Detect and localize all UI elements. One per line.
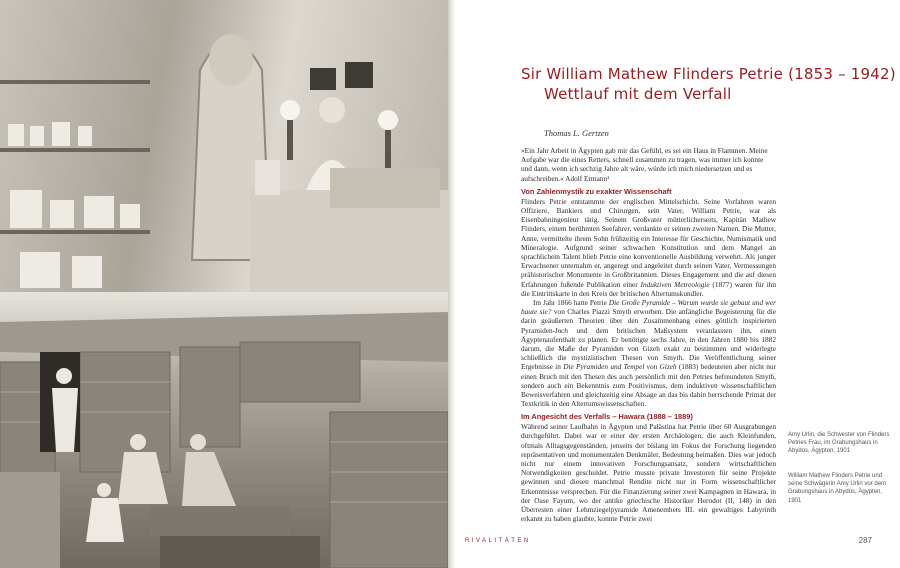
book-gutter: [448, 0, 456, 568]
photo-caption-bottom: William Mathew Flinders Petrie und seine Schwägerin Amy Urlin vor dem Grabungshaus in Abydos, Ägypten, 1901: [788, 473, 887, 504]
running-footer: RIVALITÄTEN: [465, 538, 531, 544]
book-title: Induktiven Metreologie: [640, 279, 710, 289]
book-title: Die Pyramiden und Tempel von Gizeh: [563, 362, 677, 372]
photo-interior-drawing: [0, 0, 448, 292]
paragraph-text: und dem britischen Maßsystem veranlassten ihn, einen Ägyptenaufenthalt zu planen. Er benötigte sechs Jahre, in den Jahren 1880 bis 1882 darum, die Maße der Pyramiden von Gizeh exakt zu bestimmen und widerlegte schließlich die mystizistischen Thesen von Smyth. Die Veröffentlichung seiner Ergebnisse in: [521, 325, 776, 372]
paragraph-text: von Charles Piazzi Smyth erworben. Die anfängliche Begeisterung für die darin geäußerten Theorien über den Zusammenhang eines göttlich inspirierten Pyramiden-: [521, 307, 776, 335]
book-title: Die Große Pyramide – Warum wurde sie gebaut und wer baute sie?: [521, 298, 776, 317]
article-body: [521, 187, 776, 524]
chapter-title-line1: Sir William Mathew Flinders Petrie (1853 – 1942): [521, 65, 896, 83]
author-name: Thomas L. Gertzen: [544, 128, 609, 138]
paragraph-text: Im Jahr 1866 hatte Petrie: [533, 298, 607, 308]
paragraph-text: Flinders Petrie entstammte der englischen Mittelschicht. Seine Vorfahren waren Offiziere, Bankiers und Chirurgen, sein Vater, William Petrie, war als Eisenbahningenieur tätig. Seinem Großvater mütterlicherseits, Kapitän Mathew Flinders, einem berühmten Seefahrer, verdankte er seinen zweiten Namen. Die Mutter, Anne, vermittelte ihrem Sohn frühzeitig ein Interesse für Geschichte, Numismatik und Mineralogie. Aufgrund seiner schwachen Konstitution und dem Mangel an sprachlichem Talent blieb Petrie eine konventionelle Ausbildung verwehrt. Als junger Erwachsener unternahm er, angeregt und angeleitet durch seinen Vater, Vermessungen prähistorischer Monumente in Großbritannien. Dieses Engagement und die auf diesen Erfahrungen fußende Publikation einer: [521, 196, 776, 289]
chapter-title: [521, 64, 896, 104]
term: Inch: [555, 325, 569, 335]
page-number: 287: [858, 536, 872, 545]
paragraph: Während seiner Laufbahn in Ägypten und Palästina hat Petrie über 60 Ausgrabungen durchgeführt. Dabei war er einer der ersten Archäologen, die auch Kleinfunden, oftmals Alltagsgegenständen, jenseits der bislang im Fokus der Forschung liegenden repräsentativen und monumentalen Denkmäler, Bedeutung beimaßen. Dies war jedoch nicht nur einem innovativen Forschungsansatz, sondern wirtschaftlichen Notwendigkeiten geschuldet. Petrie musste private Investoren für seine Projekte gewinnen und diesen manchmal Rendite nicht nur in Form wissenschaftlicher Erkenntnisse versprechen. Für die Finanzierung seiner zwei Kampagnen in Hawara, in der Oase Fayum, wo der antike griechische Historiker Herodot (II, 148) in den Überresten einer Lehmziegelpyramide Amenemhets III. ein gewaltiges Labyrinth erkannt zu haben glaubte, konnte Petrie zwei: [521, 422, 776, 524]
chapter-title-line2: Wettlauf mit dem Verfall: [544, 85, 732, 103]
paragraph: [521, 197, 776, 298]
photo-caption-top: Amy Urlin, die Schwester von Flinders Petries Frau, im Grabungshaus in Abydos, Ägypten, 1901: [788, 432, 890, 455]
photo-grabungshaus-exterior: [0, 292, 448, 568]
paragraph-text: (1877) waren für ihn die Eintrittskarte in den Kreis der britischen Altertumskundler.: [521, 279, 777, 298]
paragraph: [521, 298, 776, 408]
epigraph-quote: »Ein Jahr Arbeit in Ägypten gab mir das Gefühl, es sei ein Haus in Flammen. Meine Aufgabe war die eines Retters, schnell zusammen zu tragen, was immer ich konnte und dann, wenn ich sechzig Jahre alt wäre, würde ich mich niedersetzen und es aufschreiben.« Adolf Ermann¹: [521, 146, 768, 183]
photo-grabungshaus-interior: [0, 0, 448, 292]
photo-exterior-drawing: [0, 292, 448, 568]
section-heading-hawara: Im Angesicht des Verfalls – Hawara (1888 – 1889): [521, 412, 693, 422]
section-heading-zahlenmystik: Von Zahlenmystik zu exakter Wissenschaft: [521, 187, 672, 196]
paragraph-text: (1883) bedeuteten aber nicht nur einen Bruch mit den Thesen des auch persönlich mit den Petries befreundeten Smyth, sondern auch ein Bekenntnis zum Positivismus, dem induktiven wissenschaftlichen Beweisverfahren und gleichzeitig eine Absage an das bis dahin herrschende Primat der Textkritik in den Altertumswissenschaften.: [521, 362, 777, 409]
